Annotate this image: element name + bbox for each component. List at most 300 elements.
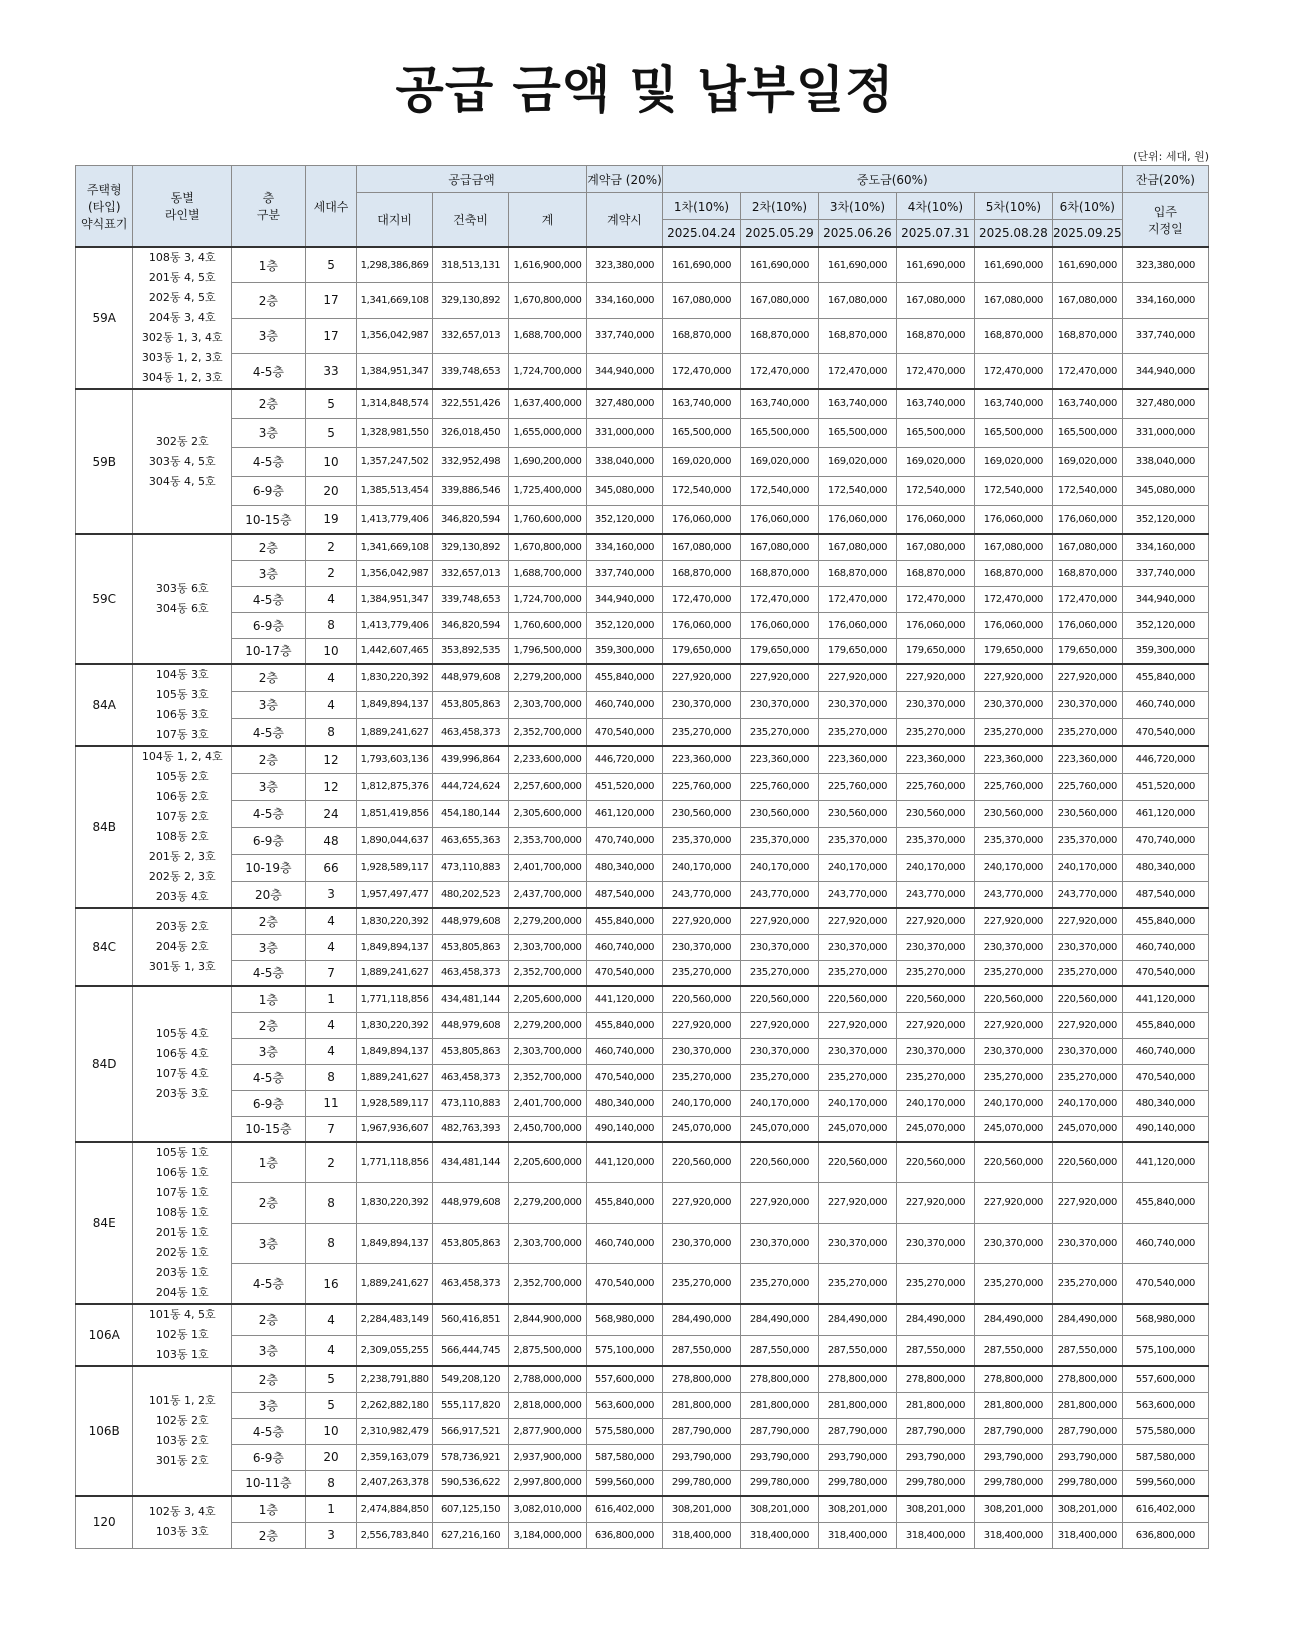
floor-cell: 20층: [231, 881, 305, 908]
floor-cell: 3층: [231, 934, 305, 960]
building-price-cell: 339,748,653: [433, 354, 509, 390]
interim-6-cell: 225,760,000: [1052, 773, 1122, 800]
balance-cell: 470,540,000: [1122, 960, 1208, 986]
interim-5-cell: 281,800,000: [974, 1392, 1052, 1418]
header-interim-2: 2차(10%): [740, 193, 818, 220]
interim-6-cell: 176,060,000: [1052, 612, 1122, 638]
total-price-cell: 2,818,000,000: [509, 1392, 587, 1418]
interim-4-cell: 163,740,000: [896, 389, 974, 418]
interim-3-cell: 243,770,000: [818, 881, 896, 908]
interim-5-cell: 235,270,000: [974, 719, 1052, 746]
total-price-cell: 2,997,800,000: [509, 1470, 587, 1496]
interim-5-cell: 227,920,000: [974, 1012, 1052, 1038]
interim-2-cell: 243,770,000: [740, 881, 818, 908]
building-price-cell: 480,202,523: [433, 881, 509, 908]
building-price-cell: 473,110,883: [433, 854, 509, 881]
building-price-cell: 560,416,851: [433, 1304, 509, 1335]
interim-1-cell: 165,500,000: [662, 418, 740, 447]
header-interim-date-6: 2025.09.25: [1052, 220, 1122, 248]
interim-1-cell: 230,370,000: [662, 1223, 740, 1264]
deposit-cell: 455,840,000: [587, 1012, 663, 1038]
deposit-cell: 587,580,000: [587, 1444, 663, 1470]
interim-3-cell: 167,080,000: [818, 283, 896, 319]
units-cell: 8: [305, 1470, 356, 1496]
units-cell: 8: [305, 719, 356, 746]
interim-6-cell: 230,560,000: [1052, 800, 1122, 827]
balance-cell: 460,740,000: [1122, 934, 1208, 960]
units-cell: 4: [305, 1335, 356, 1366]
deposit-cell: 455,840,000: [587, 1183, 663, 1224]
land-price-cell: 2,556,783,840: [357, 1522, 433, 1548]
deposit-cell: 470,540,000: [587, 1064, 663, 1090]
floor-cell: 3층: [231, 318, 305, 354]
building-price-cell: 326,018,450: [433, 418, 509, 447]
units-cell: 4: [305, 1304, 356, 1335]
table-row: [76, 854, 1209, 881]
interim-1-cell: 235,270,000: [662, 1064, 740, 1090]
balance-cell: 359,300,000: [1122, 638, 1208, 664]
total-price-cell: 2,352,700,000: [509, 1264, 587, 1305]
balance-cell: 323,380,000: [1122, 247, 1208, 283]
balance-cell: 455,840,000: [1122, 664, 1208, 691]
interim-5-cell: 230,370,000: [974, 1223, 1052, 1264]
interim-4-cell: 227,920,000: [896, 1183, 974, 1224]
interim-3-cell: 284,490,000: [818, 1304, 896, 1335]
land-price-cell: 1,413,779,406: [357, 612, 433, 638]
floor-cell: 6-9층: [231, 476, 305, 505]
balance-cell: 455,840,000: [1122, 1012, 1208, 1038]
deposit-cell: 451,520,000: [587, 773, 663, 800]
interim-4-cell: 235,370,000: [896, 827, 974, 854]
floor-cell: 2층: [231, 1183, 305, 1224]
building-price-cell: 549,208,120: [433, 1366, 509, 1392]
interim-6-cell: 243,770,000: [1052, 881, 1122, 908]
table-row: [76, 638, 1209, 664]
deposit-cell: 568,980,000: [587, 1304, 663, 1335]
total-price-cell: 2,937,900,000: [509, 1444, 587, 1470]
deposit-cell: 334,160,000: [587, 283, 663, 319]
deposit-cell: 460,740,000: [587, 1223, 663, 1264]
total-price-cell: 2,233,600,000: [509, 746, 587, 773]
dong-lines-cell: [133, 746, 232, 908]
balance-cell: 345,080,000: [1122, 476, 1208, 505]
header-dong: 동별 라인별: [133, 166, 232, 248]
interim-1-cell: 235,370,000: [662, 827, 740, 854]
interim-4-cell: 168,870,000: [896, 560, 974, 586]
units-cell: 7: [305, 960, 356, 986]
deposit-cell: 441,120,000: [587, 1142, 663, 1183]
units-cell: 48: [305, 827, 356, 854]
dong-line: 103동 3호: [155, 1525, 209, 1539]
dong-line: 105동 1호: [155, 1146, 209, 1159]
interim-6-cell: 161,690,000: [1052, 247, 1122, 283]
building-price-cell: 566,917,521: [433, 1418, 509, 1444]
dong-lines-cell: [133, 389, 232, 534]
interim-1-cell: 227,920,000: [662, 1183, 740, 1224]
interim-4-cell: 227,920,000: [896, 1012, 974, 1038]
balance-cell: 460,740,000: [1122, 691, 1208, 718]
table-row: [76, 934, 1209, 960]
balance-cell: 446,720,000: [1122, 746, 1208, 773]
land-price-cell: 1,830,220,392: [357, 1183, 433, 1224]
interim-3-cell: 179,650,000: [818, 638, 896, 664]
deposit-cell: 327,480,000: [587, 389, 663, 418]
interim-3-cell: 230,560,000: [818, 800, 896, 827]
total-price-cell: 3,184,000,000: [509, 1522, 587, 1548]
interim-3-cell: 227,920,000: [818, 1183, 896, 1224]
units-cell: 8: [305, 1223, 356, 1264]
interim-1-cell: 168,870,000: [662, 560, 740, 586]
deposit-cell: 490,140,000: [587, 1116, 663, 1142]
interim-5-cell: 223,360,000: [974, 746, 1052, 773]
header-interim-1: 1차(10%): [662, 193, 740, 220]
interim-5-cell: 225,760,000: [974, 773, 1052, 800]
table-row: [76, 719, 1209, 746]
interim-5-cell: 235,370,000: [974, 827, 1052, 854]
building-price-cell: 578,736,921: [433, 1444, 509, 1470]
building-price-cell: 332,657,013: [433, 318, 509, 354]
balance-cell: 480,340,000: [1122, 854, 1208, 881]
dong-lines-cell: [133, 1496, 232, 1548]
balance-cell: 441,120,000: [1122, 986, 1208, 1012]
land-price-cell: 1,793,603,136: [357, 746, 433, 773]
interim-3-cell: 227,920,000: [818, 1012, 896, 1038]
interim-4-cell: 220,560,000: [896, 986, 974, 1012]
interim-5-cell: 278,800,000: [974, 1366, 1052, 1392]
table-row: [76, 881, 1209, 908]
table-row: [76, 283, 1209, 319]
balance-cell: 337,740,000: [1122, 560, 1208, 586]
dong-line: 108동 2호: [155, 830, 209, 843]
building-price-cell: 434,481,144: [433, 1142, 509, 1183]
land-price-cell: 1,356,042,987: [357, 318, 433, 354]
deposit-cell: 446,720,000: [587, 746, 663, 773]
interim-3-cell: 240,170,000: [818, 854, 896, 881]
dong-line: 203동 2호: [155, 920, 209, 933]
land-price-cell: 1,890,044,637: [357, 827, 433, 854]
dong-line: 202동 2, 3호: [148, 870, 216, 883]
interim-2-cell: 220,560,000: [740, 1142, 818, 1183]
floor-cell: 3층: [231, 1335, 305, 1366]
interim-1-cell: 293,790,000: [662, 1444, 740, 1470]
total-price-cell: 1,670,800,000: [509, 534, 587, 560]
interim-5-cell: 220,560,000: [974, 1142, 1052, 1183]
header-land: 대지비: [357, 193, 433, 248]
dong-lines-cell: [133, 1304, 232, 1366]
interim-4-cell: 169,020,000: [896, 447, 974, 476]
balance-cell: 470,540,000: [1122, 1064, 1208, 1090]
table-row: [76, 447, 1209, 476]
interim-3-cell: 168,870,000: [818, 560, 896, 586]
table-row: [76, 986, 1209, 1012]
table-row: [76, 1064, 1209, 1090]
interim-4-cell: 227,920,000: [896, 664, 974, 691]
page-title: 공급 금액 및 납부일정: [395, 61, 895, 119]
units-cell: 5: [305, 247, 356, 283]
dong-line: 302동 1, 3, 4호: [141, 331, 223, 344]
interim-2-cell: 235,270,000: [740, 1264, 818, 1305]
dong-line: 201동 2, 3호: [148, 850, 216, 863]
type-cell: 84B: [76, 746, 133, 908]
dong-line: 107동 4호: [155, 1067, 209, 1080]
interim-6-cell: 230,370,000: [1052, 934, 1122, 960]
interim-5-cell: 230,370,000: [974, 1038, 1052, 1064]
table-row: [76, 1264, 1209, 1305]
interim-4-cell: 172,540,000: [896, 476, 974, 505]
supply-price-table: [75, 165, 1209, 1549]
deposit-cell: 455,840,000: [587, 908, 663, 934]
interim-5-cell: 168,870,000: [974, 318, 1052, 354]
dong-line: 204동 1호: [155, 1286, 209, 1299]
interim-5-cell: 240,170,000: [974, 854, 1052, 881]
header-deposit-sub: 계약시: [587, 193, 663, 248]
interim-1-cell: 287,550,000: [662, 1335, 740, 1366]
deposit-cell: 487,540,000: [587, 881, 663, 908]
interim-3-cell: 168,870,000: [818, 318, 896, 354]
dong-line: 103동 2호: [155, 1434, 209, 1447]
units-cell: 8: [305, 612, 356, 638]
interim-1-cell: 227,920,000: [662, 664, 740, 691]
dong-line: 204동 3, 4호: [148, 311, 216, 324]
dong-line: 303동 6호: [155, 582, 209, 595]
table-body: [76, 247, 1209, 1548]
table-row: [76, 418, 1209, 447]
interim-3-cell: 293,790,000: [818, 1444, 896, 1470]
building-price-cell: 453,805,863: [433, 1038, 509, 1064]
interim-1-cell: 169,020,000: [662, 447, 740, 476]
interim-4-cell: 172,470,000: [896, 586, 974, 612]
balance-cell: 575,580,000: [1122, 1418, 1208, 1444]
table-row: [76, 1496, 1209, 1522]
floor-cell: 1층: [231, 1496, 305, 1522]
interim-2-cell: 176,060,000: [740, 505, 818, 534]
land-price-cell: 2,310,982,479: [357, 1418, 433, 1444]
building-price-cell: 453,805,863: [433, 934, 509, 960]
interim-1-cell: 220,560,000: [662, 986, 740, 1012]
deposit-cell: 331,000,000: [587, 418, 663, 447]
interim-5-cell: 227,920,000: [974, 1183, 1052, 1224]
interim-1-cell: 245,070,000: [662, 1116, 740, 1142]
interim-4-cell: 235,270,000: [896, 719, 974, 746]
total-price-cell: 1,688,700,000: [509, 318, 587, 354]
dong-line: 301동 2호: [155, 1454, 209, 1467]
interim-6-cell: 167,080,000: [1052, 534, 1122, 560]
interim-3-cell: 172,470,000: [818, 586, 896, 612]
building-price-cell: 454,180,144: [433, 800, 509, 827]
building-price-cell: 448,979,608: [433, 664, 509, 691]
table-row: [76, 1223, 1209, 1264]
interim-4-cell: 230,560,000: [896, 800, 974, 827]
balance-cell: 470,740,000: [1122, 827, 1208, 854]
interim-1-cell: 235,270,000: [662, 719, 740, 746]
total-price-cell: 2,303,700,000: [509, 934, 587, 960]
dong-line: 105동 4호: [155, 1027, 209, 1040]
table-row: [76, 691, 1209, 718]
floor-cell: 3층: [231, 1223, 305, 1264]
interim-3-cell: 230,370,000: [818, 934, 896, 960]
floor-cell: 3층: [231, 418, 305, 447]
interim-2-cell: 227,920,000: [740, 664, 818, 691]
interim-5-cell: 220,560,000: [974, 986, 1052, 1012]
floor-cell: 4-5층: [231, 354, 305, 390]
building-price-cell: 482,763,393: [433, 1116, 509, 1142]
deposit-cell: 344,940,000: [587, 354, 663, 390]
building-price-cell: 332,952,498: [433, 447, 509, 476]
interim-5-cell: 172,540,000: [974, 476, 1052, 505]
land-price-cell: 1,928,589,117: [357, 854, 433, 881]
balance-cell: 470,540,000: [1122, 719, 1208, 746]
type-cell: 59A: [76, 247, 133, 389]
interim-2-cell: 227,920,000: [740, 1183, 818, 1224]
interim-1-cell: 172,470,000: [662, 354, 740, 390]
interim-4-cell: 235,270,000: [896, 1264, 974, 1305]
deposit-cell: 460,740,000: [587, 934, 663, 960]
interim-6-cell: 230,370,000: [1052, 1223, 1122, 1264]
building-price-cell: 339,748,653: [433, 586, 509, 612]
interim-6-cell: 299,780,000: [1052, 1470, 1122, 1496]
interim-6-cell: 240,170,000: [1052, 1090, 1122, 1116]
total-price-cell: 1,655,000,000: [509, 418, 587, 447]
total-price-cell: 1,688,700,000: [509, 560, 587, 586]
interim-3-cell: 230,370,000: [818, 1223, 896, 1264]
floor-cell: 10-15층: [231, 1116, 305, 1142]
table-row: [76, 1116, 1209, 1142]
interim-5-cell: 308,201,000: [974, 1496, 1052, 1522]
dong-line: 201동 1호: [155, 1226, 209, 1239]
interim-1-cell: 167,080,000: [662, 534, 740, 560]
interim-2-cell: 167,080,000: [740, 534, 818, 560]
interim-4-cell: 165,500,000: [896, 418, 974, 447]
interim-6-cell: 165,500,000: [1052, 418, 1122, 447]
interim-5-cell: 284,490,000: [974, 1304, 1052, 1335]
deposit-cell: 470,740,000: [587, 827, 663, 854]
table-row: [76, 1304, 1209, 1335]
interim-2-cell: 172,540,000: [740, 476, 818, 505]
balance-cell: 337,740,000: [1122, 318, 1208, 354]
header-deposit: 계약금 (20%): [587, 166, 663, 193]
units-cell: 5: [305, 418, 356, 447]
dong-line: 103동 1호: [155, 1348, 209, 1361]
building-price-cell: 444,724,624: [433, 773, 509, 800]
balance-cell: 636,800,000: [1122, 1522, 1208, 1548]
interim-6-cell: 227,920,000: [1052, 1183, 1122, 1224]
interim-2-cell: 176,060,000: [740, 612, 818, 638]
table-row: [76, 664, 1209, 691]
interim-2-cell: 168,870,000: [740, 318, 818, 354]
land-price-cell: 1,830,220,392: [357, 1012, 433, 1038]
interim-4-cell: 245,070,000: [896, 1116, 974, 1142]
interim-4-cell: 318,400,000: [896, 1522, 974, 1548]
type-cell: 84D: [76, 986, 133, 1142]
floor-cell: 10-15층: [231, 505, 305, 534]
interim-1-cell: 287,790,000: [662, 1418, 740, 1444]
balance-cell: 344,940,000: [1122, 586, 1208, 612]
floor-cell: 4-5층: [231, 800, 305, 827]
deposit-cell: 470,540,000: [587, 719, 663, 746]
balance-cell: 568,980,000: [1122, 1304, 1208, 1335]
header-units: 세대수: [305, 166, 356, 248]
deposit-cell: 563,600,000: [587, 1392, 663, 1418]
interim-3-cell: 281,800,000: [818, 1392, 896, 1418]
dong-line: 203동 1호: [155, 1266, 209, 1279]
floor-cell: 3층: [231, 691, 305, 718]
deposit-cell: 575,100,000: [587, 1335, 663, 1366]
interim-4-cell: 172,470,000: [896, 354, 974, 390]
interim-4-cell: 281,800,000: [896, 1392, 974, 1418]
interim-5-cell: 172,470,000: [974, 354, 1052, 390]
interim-3-cell: 235,270,000: [818, 1264, 896, 1305]
land-price-cell: 1,298,386,869: [357, 247, 433, 283]
dong-line: 201동 4, 5호: [148, 271, 216, 284]
interim-2-cell: 225,760,000: [740, 773, 818, 800]
table-header: [76, 166, 1209, 248]
deposit-cell: 359,300,000: [587, 638, 663, 664]
interim-4-cell: 240,170,000: [896, 1090, 974, 1116]
floor-cell: 2층: [231, 664, 305, 691]
interim-4-cell: 230,370,000: [896, 1223, 974, 1264]
land-price-cell: 1,967,936,607: [357, 1116, 433, 1142]
building-price-cell: 322,551,426: [433, 389, 509, 418]
building-price-cell: 329,130,892: [433, 534, 509, 560]
header-balance: 잔금(20%): [1122, 166, 1208, 193]
type-cell: 59B: [76, 389, 133, 534]
floor-cell: 6-9층: [231, 1090, 305, 1116]
table-row: [76, 746, 1209, 773]
units-cell: 3: [305, 1522, 356, 1548]
header-total: 계: [509, 193, 587, 248]
deposit-cell: 470,540,000: [587, 960, 663, 986]
deposit-cell: 616,402,000: [587, 1496, 663, 1522]
interim-5-cell: 167,080,000: [974, 283, 1052, 319]
building-price-cell: 607,125,150: [433, 1496, 509, 1522]
interim-4-cell: 179,650,000: [896, 638, 974, 664]
dong-line: 101동 4, 5호: [148, 1308, 216, 1321]
type-cell: 84A: [76, 664, 133, 746]
floor-cell: 6-9층: [231, 612, 305, 638]
land-price-cell: 1,385,513,454: [357, 476, 433, 505]
interim-5-cell: 230,370,000: [974, 691, 1052, 718]
table-row: [76, 1444, 1209, 1470]
interim-6-cell: 179,650,000: [1052, 638, 1122, 664]
floor-cell: 1층: [231, 1142, 305, 1183]
building-price-cell: 346,820,594: [433, 505, 509, 534]
total-price-cell: 1,637,400,000: [509, 389, 587, 418]
dong-line: 105동 3호: [155, 688, 209, 701]
type-cell: 120: [76, 1496, 133, 1548]
balance-cell: 575,100,000: [1122, 1335, 1208, 1366]
header-interim: 중도금(60%): [662, 166, 1122, 193]
table-row: [76, 800, 1209, 827]
land-price-cell: 2,284,483,149: [357, 1304, 433, 1335]
type-cell: 59C: [76, 534, 133, 664]
balance-cell: 331,000,000: [1122, 418, 1208, 447]
table-row: [76, 1470, 1209, 1496]
interim-1-cell: 163,740,000: [662, 389, 740, 418]
land-price-cell: 1,849,894,137: [357, 934, 433, 960]
floor-cell: 4-5층: [231, 1064, 305, 1090]
total-price-cell: 2,352,700,000: [509, 719, 587, 746]
floor-cell: 2층: [231, 1304, 305, 1335]
balance-cell: 563,600,000: [1122, 1392, 1208, 1418]
land-price-cell: 1,849,894,137: [357, 1038, 433, 1064]
total-price-cell: 2,437,700,000: [509, 881, 587, 908]
units-cell: 10: [305, 638, 356, 664]
table-row: [76, 1142, 1209, 1183]
units-cell: 20: [305, 476, 356, 505]
type-cell: 106B: [76, 1366, 133, 1496]
total-price-cell: 1,670,800,000: [509, 283, 587, 319]
interim-2-cell: 287,790,000: [740, 1418, 818, 1444]
